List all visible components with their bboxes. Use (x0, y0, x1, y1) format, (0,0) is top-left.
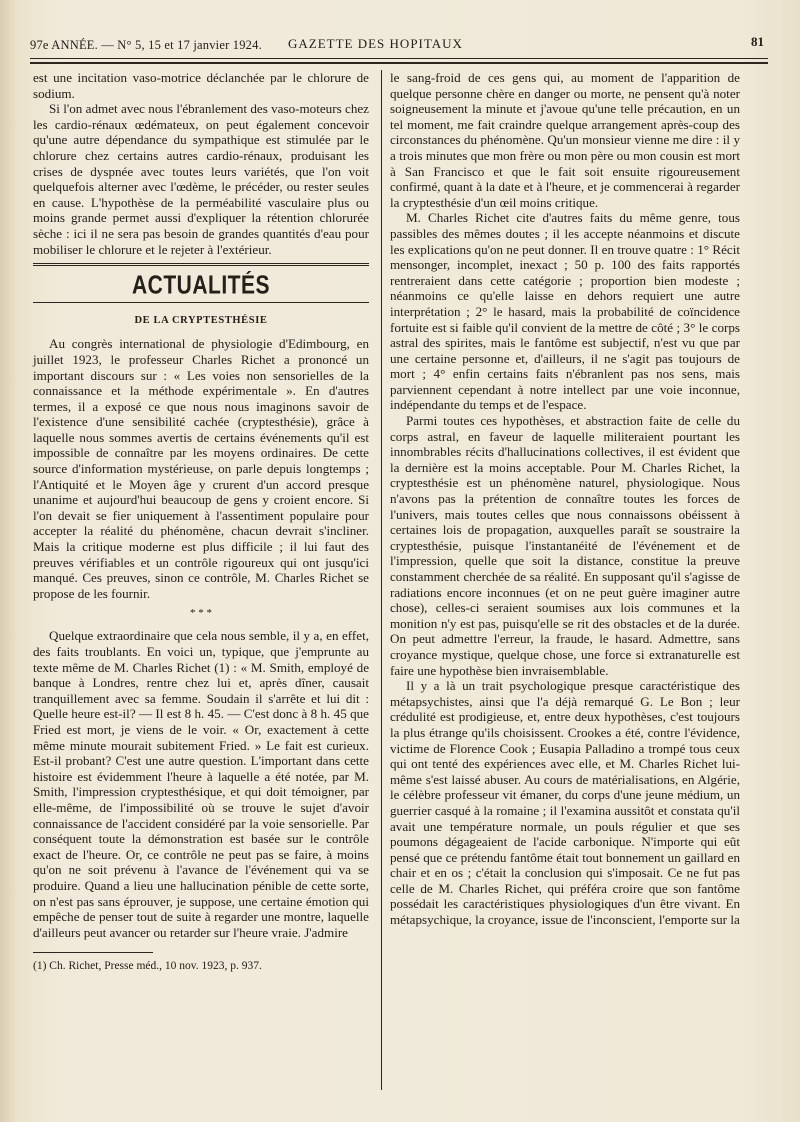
asterism: * * * (190, 607, 212, 620)
section-title-rule (33, 302, 369, 303)
page-number: 81 (751, 34, 764, 49)
intro-paragraph-1: est une incitation vaso-motrice déclanchée par le chlorure de sodium. (33, 70, 369, 101)
footnote: (1) Ch. Richet, Presse méd., 10 nov. 1923, p. 937. (33, 960, 262, 973)
right-column (390, 70, 740, 928)
section-separator (33, 263, 369, 266)
article-paragraph-6: Il y a là un trait psychologique presque caractéristique des métapsychistes, ainsi que l'a déjà remarqué G. Le Bon ; leur crédulité est prodigieuse, et, entre deux hypothèses, c'est toujours la plus étrange qu'ils choisissent. Crookes a été, contre l'évidence, victime de Florence Cook ; Eusapia Palladino a trompé tous ceux qui ont tenté des expériences avec elle, et M. Charles Richet lui-même s'est laissé abuser. Au cours de matérialisations, en Algérie, le célèbre professeur vit émaner, du corps d'une jeune médium, un guerrier casqué à la romaine ; il l'examina aussitôt et constata qu'il avait une température normale, un pouls régulier et que ses poumons dégageaient de l'acide carbonique. N'importe qui eût pensé que ce prétendu fantôme était tout bonnement un gaillard en chair et en os ; c'était la conclusion qui s'imposait. Ce ne fut pas celle de M. Charles Richet, qui préféra croire que son fantôme possédait les caractéristiques physiologiques d'un être vivant. En métapsychique, la croyance, issue de l'inconscient, l'emporte sur la (390, 678, 740, 928)
article-title: DE LA CRYPTESTHÉSIE (134, 314, 268, 326)
column-divider (381, 70, 382, 1090)
intro-paragraph-2: Si l'on admet avec nous l'ébranlement des vaso-moteurs chez les cardio-rénaux œdémateux, on peut également concevoir qu'une autre dépendance du sympathique est stimulée par le chlorure chez certains autres cardio-rénaux, produisant les crises de dyspnée avec toutes leurs variétés, que l'on voit quelquefois alterner avec l'œdème, le précéder, ou rester seules en cause. L'hypothèse de la perméabilité vasculaire plus ou moins grande permet aussi d'expliquer la rétention chlorurée sèche : ici il ne sera pas besoin de grandes quantités d'eau pour mobiliser le chlorure et le rejeter à l'extérieur. (33, 101, 369, 257)
article-paragraph-3: le sang-froid de ces gens qui, au moment de l'apparition de quelque personne chère en danger ou morte, ne pensent qu'à noter soigneusement la minute et j'avoue qu'une telle précaution, en un tel moment, me fait craindre quelque arrangement après-coup des circonstances du phénomène. Qu'un monsieur vienne me dire : il y a trois minutes que mon frère ou mon père ou mon cousin est mort à San Francisco et que le fait soit ensuite rigoureusement confirmé, quant à la date et à l'heure, et je commencerai à regarder la cryptesthésie d'un œil moins critique. (390, 70, 740, 210)
issue-info: 97e ANNÉE. — N° 5, 15 et 17 janvier 1924. (30, 38, 262, 52)
article-paragraph-1: Au congrès international de physiologie d'Edimbourg, en juillet 1923, le professeur Charles Richet a prononcé un important discours sur : « Les voies non sensorielles de la connaissance et la méthode expérimentale ». En d'autres termes, il a exposé ce que nous nous imaginons savoir de l'existence d'une sensibilité cachée (cryptesthésie), grâce à laquelle nous sommes avertis de certains événements qu'il est impossible de connaître par les moyens ordinaires. De cette source d'information mystérieuse, on parle depuis longtemps ; l'Antiquité et le Moyen âge y crurent d'un accord presque unanime et aujourd'hui beaucoup de gens y croient encore. Si l'on devait se fier uniquement à l'assentiment populaire pour accepter la réalité du phénomène, chacun devrait s'incliner. Mais la critique moderne est plus difficile ; il lui faut des preuves vérifiables et un contrôle rigoureux qui ont jusqu'ici manqué. Ces preuves, sinon ce contrôle, M. Charles Richet se propose de les fournir. (33, 336, 369, 601)
footnote-rule (33, 952, 153, 953)
article-paragraph-2: Quelque extraordinaire que cela nous semble, il y a, en effet, des faits troublants. En voici un, typique, que j'emprunte au texte même de M. Charles Richet (1) : « M. Smith, employé de banque à Londres, rentre chez lui et, après dîner, causait tranquillement avec sa femme. Soudain il s'arrête et lui dit : Quelle heure est-il? — Il est 8 h. 45. — C'est donc à 8 h. 45 que Fried est mort, je viens de le voir. « Or, exactement à cette même minute mourait subitement Fried. » Le fait est curieux. Est-il probant? C'est une autre question. L'important dans cette histoire est évidemment l'heure à laquelle a été notée, par M. Smith, l'impression cryptesthésique, et qui doit témoigner, par elle-même, de l'impossibilité où se trouve le sujet d'avoir connaissance de l'accident considéré par la voie sensorielle. Par conséquent toute la démonstration est basée sur le contrôle exact de l'heure. Or, ce contrôle ne peut pas se faire, à moins qu'on ne soit prévenu à l'avance de l'événement qui va se produire. Quand a lieu une hallucination pénible de cette sorte, on n'est pas sans éprouver, je suppose, une certaine émotion qui empêche de penser tout de suite à regarder une montre, laquelle d'ailleurs peut avancer ou retarder sur l'heure vraie. J'admire (33, 628, 369, 940)
header-rule (30, 58, 768, 59)
section-title: ACTUALITÉS (132, 271, 270, 300)
left-column (33, 70, 369, 973)
article-paragraph-5: Parmi toutes ces hypothèses, et abstraction faite de celle du corps astral, en faveur de laquelle militeraient pourtant les innombrables récits d'hallucinations collectives, il est évident que la dernière est la moins acceptable. Pour M. Charles Richet, la cryptesthésie est un phénomène naturel, physiologique. Nous n'avons pas la prétention de connaître toutes les forces de l'univers, mais toutes celles que nous connaissons obéissent à certaines lois de propagation, auxquelles paraît se soustraire la cryptesthésie, puisque l'instantanéité de l'événement et de l'impression, quelle que soit la distance, constitue la preuve constamment cherchée de sa réalité. En supposant qu'il s'agisse de radiations encore inconnues (et on ne peut guère imaginer autre chose), celles-ci seraient soumises aux lois communes et la monition n'y est pas, puisqu'elle se rit des obstacles et de la durée. On peut admettre l'erreur, la fraude, le hasard. Admettre, sans croyance mystique, quelque chose, une force si extranaturelle est faire une hypothèse bien invraisemblable. (390, 413, 740, 678)
header-rule-thick (30, 62, 768, 64)
article-paragraph-4: M. Charles Richet cite d'autres faits du même genre, tous passibles des mêmes doutes ; il les accepte néanmoins et discute les explications qu'on ne peut donner. Il en trouve quatre : 1° Récit mensonger, incomplet, inexact ; 50 p. 100 des faits rapportés rentreraient dans cette catégorie ; proportion bien modeste ; néanmoins ce qu'elle laisse en dehors requiert une autre interprétation ; 2° le hasard, mais la probabilité de coïncidence fortuite est si faible qu'il convient de la mettre de côté ; 3° le corps astral des spirites, mais le fantôme est subjectif, n'est vu que par une certaine personne et, d'ailleurs, il ne s'agit pas toujours de mort ; 4° enfin certains faits n'ébranlent pas nos sens, mais parviennent cependant à notre intellect par une voie inconnue, indépendante du temps et de l'espace. (390, 210, 740, 413)
journal-title: GAZETTE DES HOPITAUX (288, 36, 463, 51)
page-header (30, 34, 770, 58)
